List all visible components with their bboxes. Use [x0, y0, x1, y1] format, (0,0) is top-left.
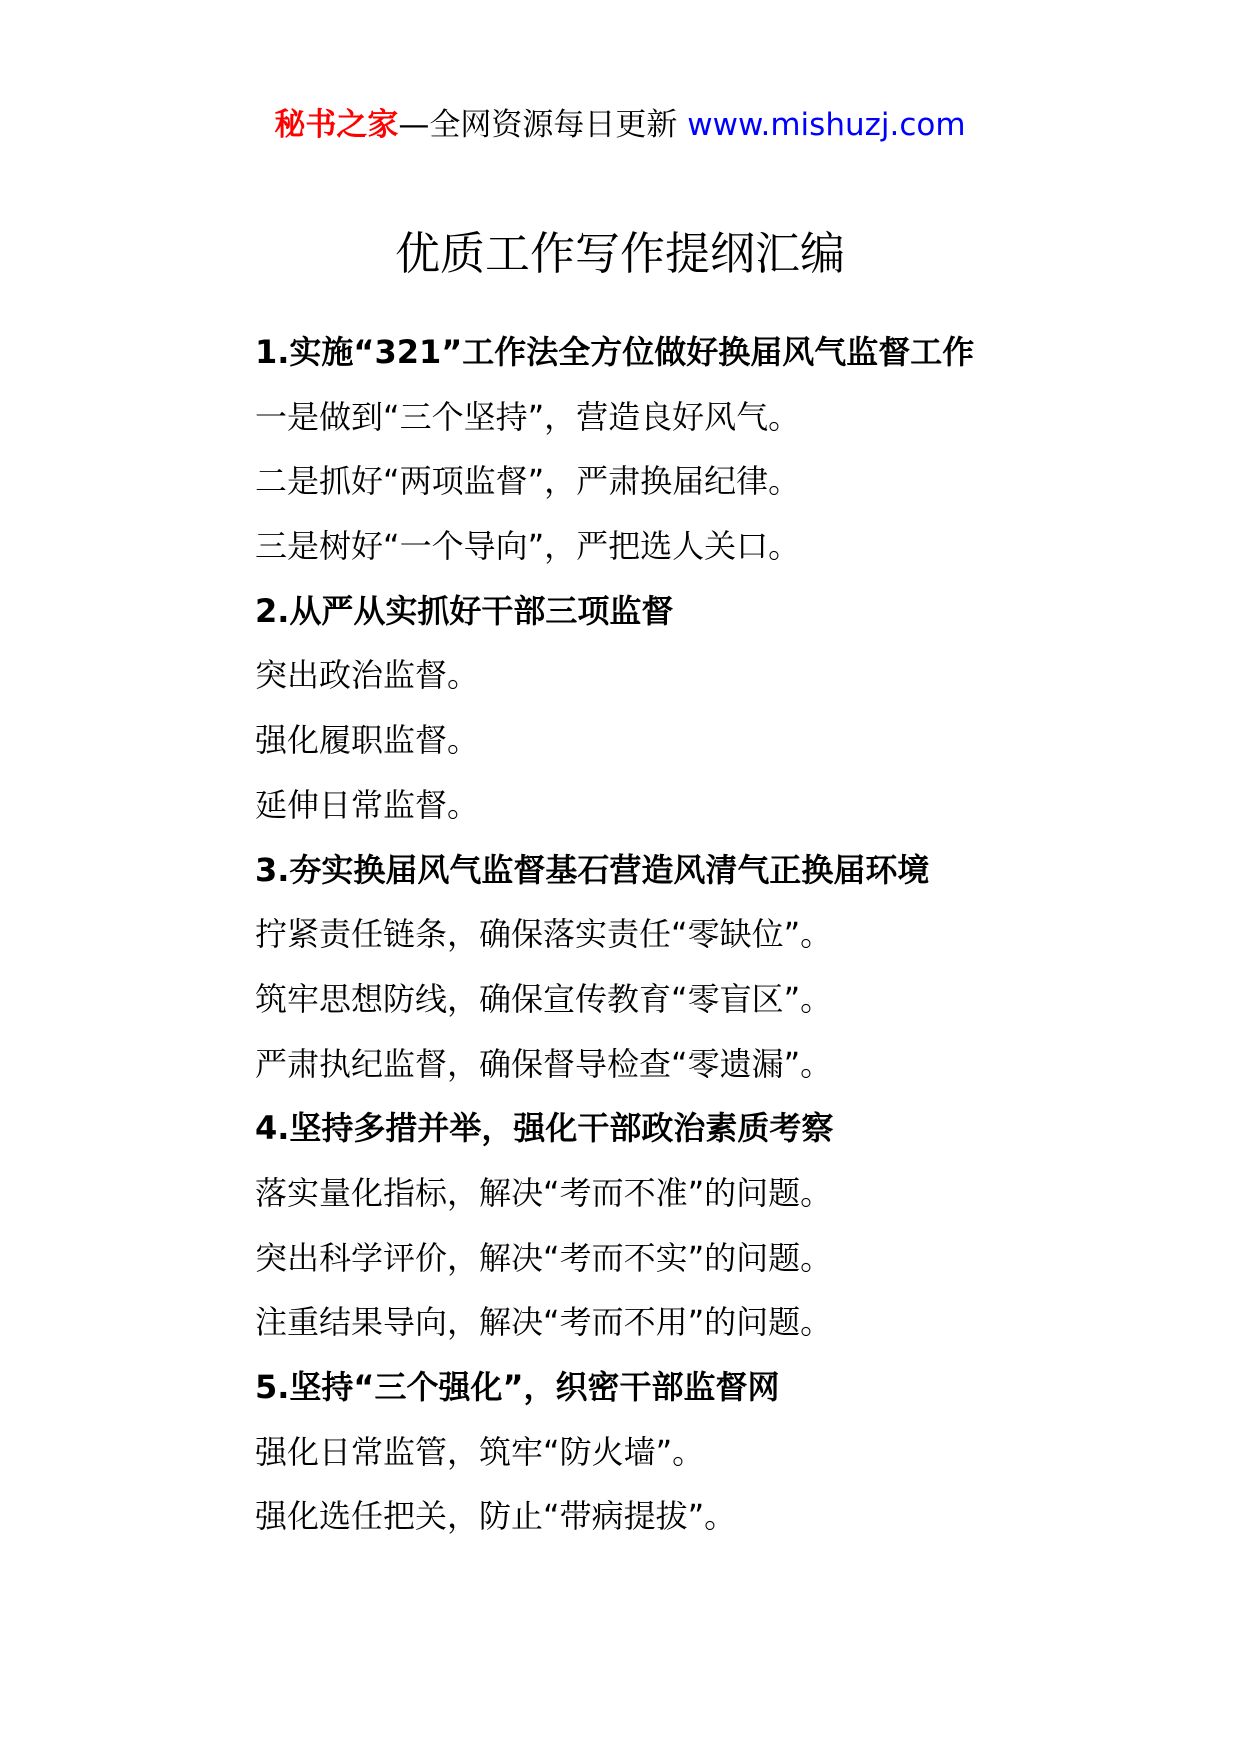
site-url-link[interactable]: www.mishuzj.com — [687, 107, 966, 143]
outline-content — [255, 320, 1155, 1549]
outline-item: 筑牢思想防线，确保宣传教育“零盲区”。 — [255, 979, 833, 1018]
section-heading-5: 5.坚持“三个强化”，织密干部监督网 — [255, 1368, 780, 1406]
section-heading-4: 4.坚持多措并举，强化干部政治素质考察 — [255, 1109, 834, 1148]
section-heading-3: 3.夯实换届风气监督基石营造风清气正换届环境 — [255, 850, 930, 889]
site-header — [0, 98, 1240, 152]
section-heading-2: 2.从严从实抓好干部三项监督 — [255, 591, 674, 630]
outline-item: 突出政治监督。 — [255, 656, 480, 695]
outline-item: 一是做到“三个坚持”，营造良好风气。 — [255, 397, 801, 436]
outline-item: 强化日常监管，筑牢“防火墙”。 — [255, 1432, 705, 1471]
outline-item: 强化履职监督。 — [255, 721, 480, 760]
document-title: 优质工作写作提纲汇编 — [394, 227, 845, 280]
outline-item: 严肃执纪监督，确保督导检查“零遗漏”。 — [255, 1044, 833, 1083]
section-heading-1: 1.实施“321”工作法全方位做好换届风气监督工作 — [255, 333, 975, 371]
outline-item: 三是树好“一个导向”，严把选人关口。 — [255, 527, 801, 566]
outline-item: 拧紧责任链条，确保落实责任“零缺位”。 — [255, 915, 833, 954]
outline-item: 突出科学评价，解决“考而不实”的问题。 — [255, 1238, 833, 1277]
outline-item: 强化选任把关，防止“带病提拔”。 — [255, 1497, 737, 1536]
outline-item: 二是抓好“两项监督”，严肃换届纪律。 — [255, 462, 801, 501]
header-tagline: —全网资源每日更新 — [398, 107, 678, 143]
outline-item: 注重结果导向，解决“考而不用”的问题。 — [255, 1303, 833, 1342]
outline-item: 延伸日常监督。 — [255, 785, 480, 824]
outline-item: 落实量化指标，解决“考而不准”的问题。 — [255, 1173, 833, 1212]
brand-name: 秘书之家 — [274, 107, 399, 143]
